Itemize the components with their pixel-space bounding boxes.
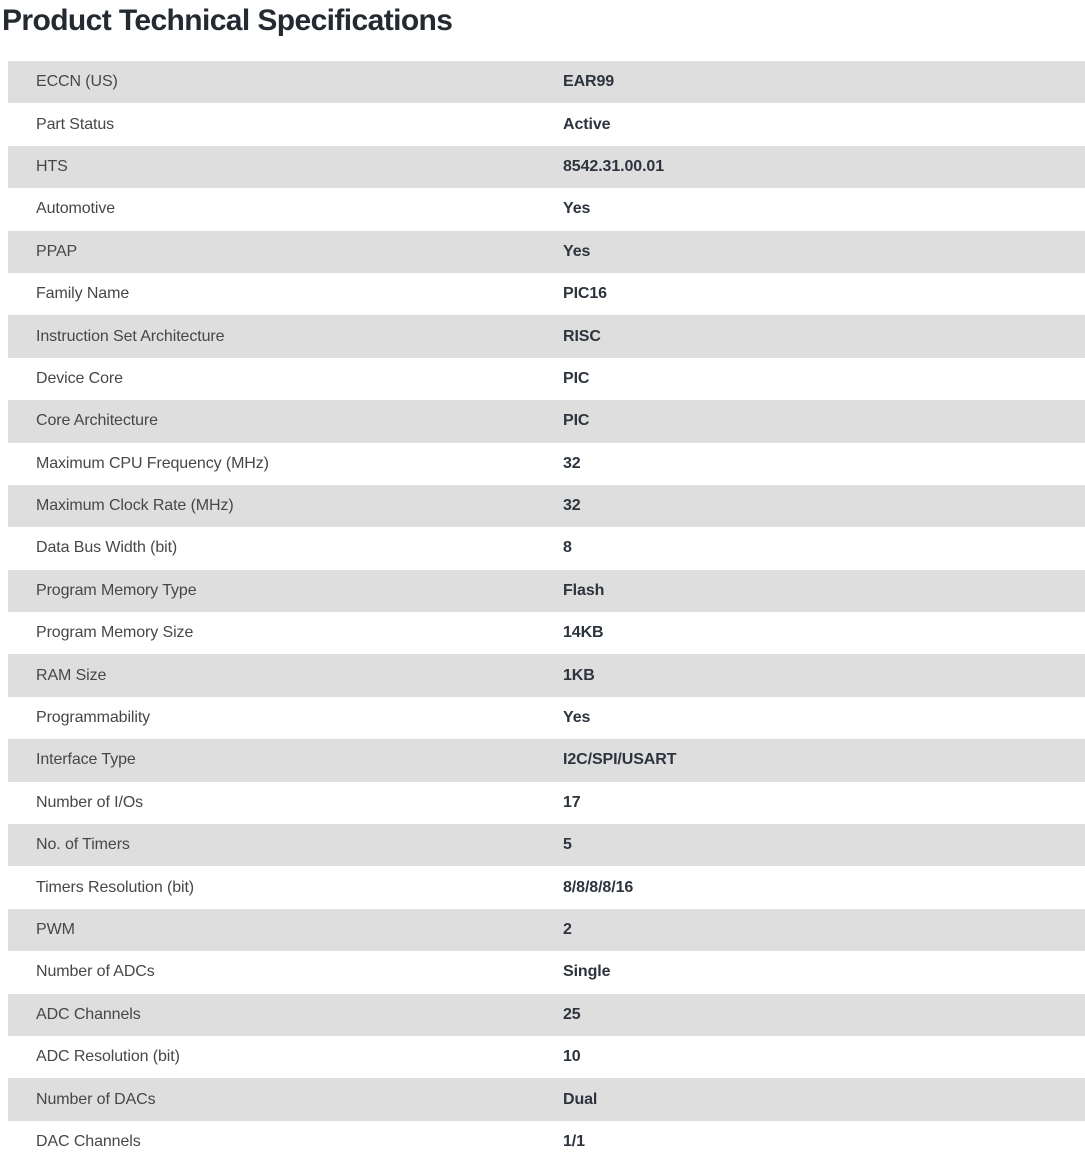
spec-label: Number of DACs [36,1090,156,1108]
spec-table [0,61,1085,1163]
spec-value: 25 [563,1005,581,1023]
table-row [8,739,1085,781]
spec-value: 8 [563,539,572,557]
spec-value: Single [563,963,611,981]
spec-label: DAC Channels [36,1132,141,1150]
table-row [8,358,1085,400]
spec-value: Yes [563,709,591,727]
table-row [8,443,1085,485]
table-row [8,1036,1085,1078]
spec-label: Timers Resolution (bit) [36,878,195,896]
table-row [8,994,1085,1036]
spec-label: Maximum CPU Frequency (MHz) [36,454,269,472]
spec-value: I2C/SPI/USART [563,751,677,769]
spec-label: HTS [36,157,68,175]
spec-value: Dual [563,1090,598,1108]
table-row [8,866,1085,908]
table-row [8,103,1085,145]
spec-value: Flash [563,581,605,599]
spec-value: PIC [563,412,590,430]
table-row [8,909,1085,951]
spec-label: Maximum Clock Rate (MHz) [36,497,234,515]
spec-label: RAM Size [36,666,107,684]
spec-value: Yes [563,200,591,218]
spec-label: Program Memory Type [36,581,197,599]
spec-value: 10 [563,1048,581,1066]
spec-label: ECCN (US) [36,73,118,91]
spec-value: 1KB [563,666,595,684]
spec-label: Interface Type [36,751,136,769]
table-row [8,951,1085,993]
table-row [8,315,1085,357]
table-row [8,61,1085,103]
spec-value: Active [563,115,611,133]
spec-value: 2 [563,921,572,938]
spec-value: Yes [563,242,591,260]
spec-value: PIC [563,369,590,387]
table-row [8,782,1085,824]
spec-label: Programmability [36,709,151,727]
spec-label: Core Architecture [36,412,158,430]
table-row [8,1121,1085,1163]
spec-label: Device Core [36,369,123,387]
table-row [8,570,1085,612]
spec-value: 8/8/8/8/16 [563,878,634,896]
spec-value: 5 [563,836,572,854]
table-row [8,146,1085,188]
spec-label: PPAP [36,242,78,260]
spec-label: Instruction Set Architecture [36,327,225,345]
table-row [8,697,1085,739]
table-row [8,231,1085,273]
spec-value: 32 [563,497,581,515]
table-row [8,485,1085,527]
page-title: Product Technical Specifications [2,4,453,37]
spec-value: PIC16 [563,285,607,303]
spec-value: 14KB [563,624,604,642]
table-row [8,612,1085,654]
table-row [8,273,1085,315]
table-row [8,654,1085,696]
table-row [8,400,1085,442]
table-row [8,188,1085,230]
spec-label: Program Memory Size [36,624,194,642]
table-row [8,1078,1085,1120]
spec-value: 8542.31.00.01 [563,157,665,175]
spec-label: ADC Resolution (bit) [36,1048,180,1066]
spec-label: Data Bus Width (bit) [36,539,178,557]
spec-value: RISC [563,327,601,345]
spec-label: Family Name [36,285,130,303]
spec-label: Part Status [36,115,115,133]
spec-value: 17 [563,793,581,811]
table-row [8,527,1085,569]
spec-label: ADC Channels [36,1005,141,1023]
spec-label: Number of I/Os [36,793,144,811]
spec-label: Number of ADCs [36,963,155,981]
spec-value: EAR99 [563,73,615,91]
spec-label: No. of Timers [36,836,130,854]
spec-value: 32 [563,454,581,472]
spec-label: PWM [36,921,75,938]
spec-label: Automotive [36,200,116,218]
spec-value: 1/1 [563,1132,585,1150]
table-row [8,824,1085,866]
